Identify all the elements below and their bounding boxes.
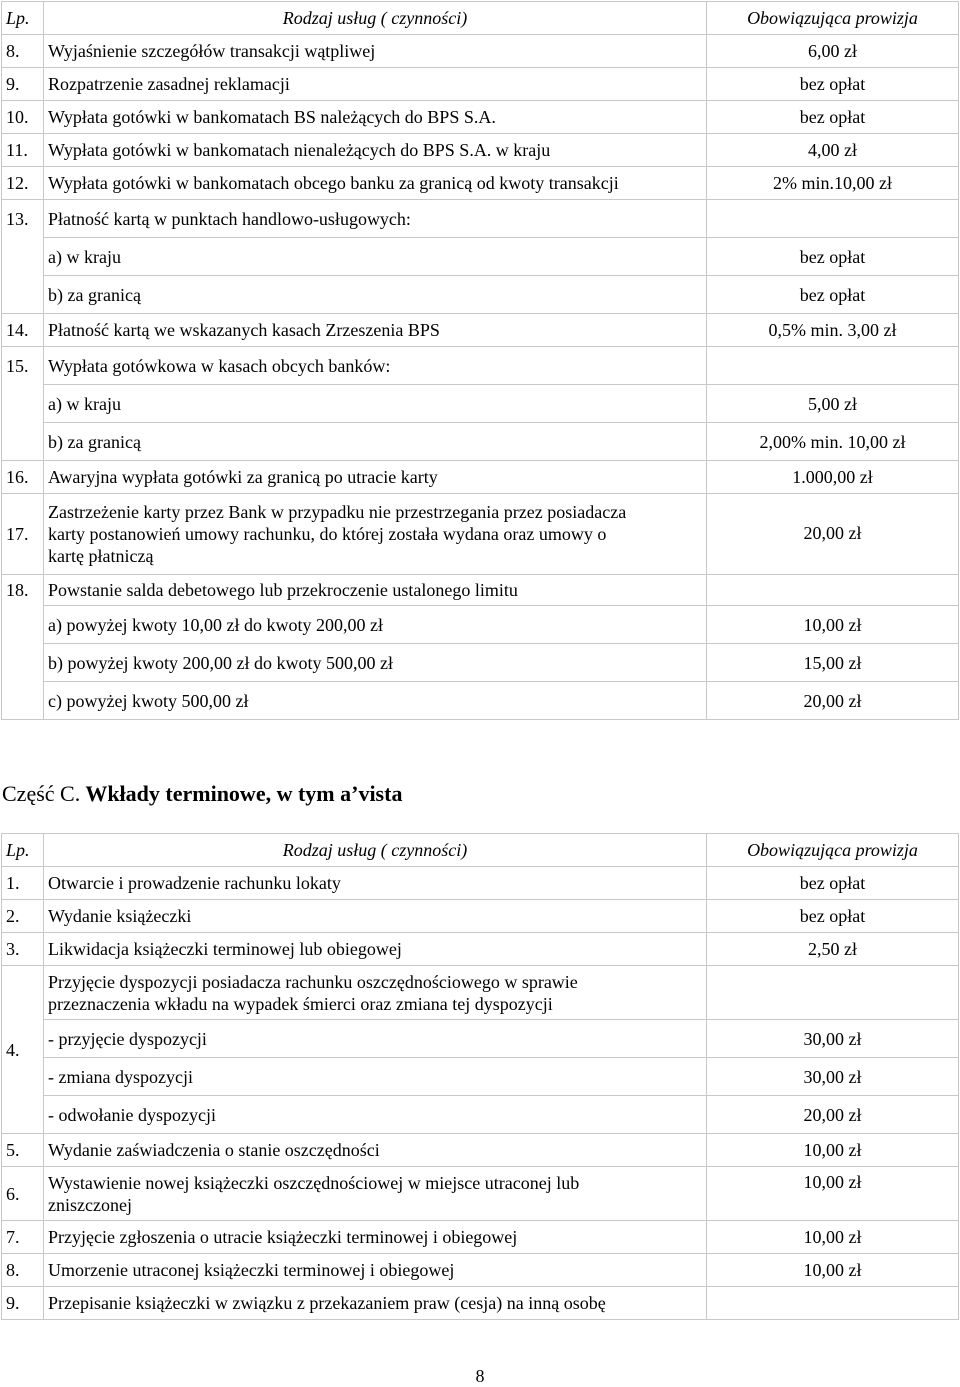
description-line: kartę płatniczą xyxy=(48,546,154,566)
table-subrow xyxy=(2,423,959,461)
table-row xyxy=(2,461,959,494)
table-subrow xyxy=(2,682,959,720)
header-fee: Obowiązująca prowizja xyxy=(707,2,959,35)
row-description: Awaryjna wypłata gotówki za granicą po utracie karty xyxy=(44,461,707,494)
row-number: 13. xyxy=(2,200,44,314)
row-number: 8. xyxy=(2,1254,44,1287)
table-row xyxy=(2,35,959,68)
row-number: 8. xyxy=(2,35,44,68)
row-description: Umorzenie utraconej książeczki terminowej i obiegowej xyxy=(44,1254,707,1287)
row-description: Otwarcie i prowadzenie rachunku lokaty xyxy=(44,867,707,900)
row-description: Wyjaśnienie szczegółów transakcji wątpliwej xyxy=(44,35,707,68)
table-row xyxy=(2,1287,959,1320)
row-number: 3. xyxy=(2,933,44,966)
table-row xyxy=(2,314,959,347)
row-fee: 1.000,00 zł xyxy=(707,461,959,494)
row-fee: 10,00 zł xyxy=(707,1254,959,1287)
subrow-description: - zmiana dyspozycji xyxy=(44,1058,707,1096)
row-fee: 4,00 zł xyxy=(707,134,959,167)
table-subrow xyxy=(2,644,959,682)
row-fee-empty xyxy=(707,966,959,1020)
subrow-description: a) w kraju xyxy=(44,385,707,423)
table-row xyxy=(2,900,959,933)
table-subrow xyxy=(2,1058,959,1096)
description-line: karty postanowień umowy rachunku, do której została wydana oraz umowy o xyxy=(48,524,607,544)
subrow-fee: 10,00 zł xyxy=(707,606,959,644)
section-heading xyxy=(2,781,402,807)
row-number: 15. xyxy=(2,347,44,461)
row-number: 4. xyxy=(2,966,44,1134)
row-number: 18. xyxy=(2,575,44,720)
header-service: Rodzaj usług ( czynności) xyxy=(44,834,707,867)
table-header-row xyxy=(2,834,959,867)
row-number: 5. xyxy=(2,1134,44,1167)
section-heading-title: Wkłady terminowe, w tym a’vista xyxy=(85,781,403,806)
row-fee xyxy=(707,1287,959,1320)
row-fee: 0,5% min. 3,00 zł xyxy=(707,314,959,347)
row-fee-empty xyxy=(707,347,959,385)
fee-table-cards xyxy=(1,1,959,720)
row-number: 10. xyxy=(2,101,44,134)
row-description: Wydanie książeczki xyxy=(44,900,707,933)
table-row xyxy=(2,867,959,900)
row-fee: bez opłat xyxy=(707,68,959,101)
row-description: Rozpatrzenie zasadnej reklamacji xyxy=(44,68,707,101)
fee-table-deposits xyxy=(1,833,959,1320)
description-line: Wystawienie nowej książeczki oszczędnościowej w miejsce utraconej lub xyxy=(48,1172,580,1193)
table-row xyxy=(2,1134,959,1167)
row-description xyxy=(44,1167,707,1221)
subrow-fee: bez opłat xyxy=(707,276,959,314)
row-number: 16. xyxy=(2,461,44,494)
row-number: 12. xyxy=(2,167,44,200)
table-row xyxy=(2,200,959,238)
subrow-fee: 20,00 zł xyxy=(707,682,959,720)
row-number: 6. xyxy=(2,1167,44,1221)
row-fee: 2% min.10,00 zł xyxy=(707,167,959,200)
subrow-description: a) w kraju xyxy=(44,238,707,276)
subrow-description: b) za granicą xyxy=(44,276,707,314)
row-fee: bez opłat xyxy=(707,101,959,134)
row-fee: bez opłat xyxy=(707,867,959,900)
subrow-description: - przyjęcie dyspozycji xyxy=(44,1020,707,1058)
description-line: przeznaczenia wkładu na wypadek śmierci oraz zmiana tej dyspozycji xyxy=(48,993,553,1014)
subrow-fee: 20,00 zł xyxy=(707,1096,959,1134)
row-number: 17. xyxy=(2,494,44,575)
table-row xyxy=(2,933,959,966)
table-row xyxy=(2,1167,959,1221)
row-description: Wypłata gotówki w bankomatach BS należących do BPS S.A. xyxy=(44,101,707,134)
subrow-description: b) powyżej kwoty 200,00 zł do kwoty 500,00 zł xyxy=(44,644,707,682)
table-row xyxy=(2,101,959,134)
row-description: Wypłata gotówki w bankomatach nienależących do BPS S.A. w kraju xyxy=(44,134,707,167)
row-fee-empty xyxy=(707,575,959,606)
table-subrow xyxy=(2,238,959,276)
row-description: Wypłata gotówkowa w kasach obcych banków: xyxy=(44,347,707,385)
row-number: 1. xyxy=(2,867,44,900)
subrow-description: - odwołanie dyspozycji xyxy=(44,1096,707,1134)
row-fee-empty xyxy=(707,200,959,238)
table-subrow xyxy=(2,1020,959,1058)
table-row xyxy=(2,575,959,606)
row-description: Likwidacja książeczki terminowej lub obiegowej xyxy=(44,933,707,966)
header-service: Rodzaj usług ( czynności) xyxy=(44,2,707,35)
subrow-description: a) powyżej kwoty 10,00 zł do kwoty 200,00 zł xyxy=(44,606,707,644)
subrow-fee: 30,00 zł xyxy=(707,1058,959,1096)
row-fee: 6,00 zł xyxy=(707,35,959,68)
subrow-fee: bez opłat xyxy=(707,238,959,276)
subrow-fee: 15,00 zł xyxy=(707,644,959,682)
table-row xyxy=(2,134,959,167)
subrow-fee: 30,00 zł xyxy=(707,1020,959,1058)
table-row xyxy=(2,167,959,200)
row-description: Płatność kartą w punktach handlowo-usługowych: xyxy=(44,200,707,238)
table-subrow xyxy=(2,606,959,644)
table-row xyxy=(2,494,959,575)
header-lp: Lp. xyxy=(2,834,44,867)
table-subrow xyxy=(2,385,959,423)
row-fee: 10,00 zł xyxy=(707,1134,959,1167)
subrow-description: c) powyżej kwoty 500,00 zł xyxy=(44,682,707,720)
row-fee: 2,50 zł xyxy=(707,933,959,966)
table-row xyxy=(2,966,959,1020)
row-number: 9. xyxy=(2,68,44,101)
header-lp: Lp. xyxy=(2,2,44,35)
table-row xyxy=(2,68,959,101)
row-description xyxy=(44,966,707,1020)
subrow-fee: 2,00% min. 10,00 zł xyxy=(707,423,959,461)
row-description: Płatność kartą we wskazanych kasach Zrzeszenia BPS xyxy=(44,314,707,347)
table-row xyxy=(2,1221,959,1254)
description-line: zniszczonej xyxy=(48,1194,132,1215)
table-subrow xyxy=(2,276,959,314)
table-row xyxy=(2,347,959,385)
row-number: 7. xyxy=(2,1221,44,1254)
row-description: Przyjęcie zgłoszenia o utracie książeczki terminowej i obiegowej xyxy=(44,1221,707,1254)
row-number: 9. xyxy=(2,1287,44,1320)
description-line: Przyjęcie dyspozycji posiadacza rachunku oszczędnościowego w sprawie xyxy=(48,971,578,992)
table-subrow xyxy=(2,1096,959,1134)
subrow-fee: 5,00 zł xyxy=(707,385,959,423)
table-row xyxy=(2,1254,959,1287)
page-number: 8 xyxy=(475,1366,485,1386)
row-description: Wydanie zaświadczenia o stanie oszczędności xyxy=(44,1134,707,1167)
row-number: 14. xyxy=(2,314,44,347)
row-number: 11. xyxy=(2,134,44,167)
row-fee: bez opłat xyxy=(707,900,959,933)
row-fee: 20,00 zł xyxy=(707,494,959,575)
row-description: Wypłata gotówki w bankomatach obcego banku za granicą od kwoty transakcji xyxy=(44,167,707,200)
header-fee: Obowiązująca prowizja xyxy=(707,834,959,867)
row-description xyxy=(44,494,707,575)
table-header-row xyxy=(2,2,959,35)
row-description: Przepisanie książeczki w związku z przekazaniem praw (cesja) na inną osobę xyxy=(44,1287,707,1320)
row-fee: 10,00 zł xyxy=(707,1167,959,1221)
subrow-description: b) za granicą xyxy=(44,423,707,461)
row-number: 2. xyxy=(2,900,44,933)
description-line: Zastrzeżenie karty przez Bank w przypadku nie przestrzegania przez posiadacza xyxy=(48,502,627,522)
row-description: Powstanie salda debetowego lub przekroczenie ustalonego limitu xyxy=(44,575,707,606)
row-fee: 10,00 zł xyxy=(707,1221,959,1254)
section-heading-lead: Część C. xyxy=(2,781,81,806)
